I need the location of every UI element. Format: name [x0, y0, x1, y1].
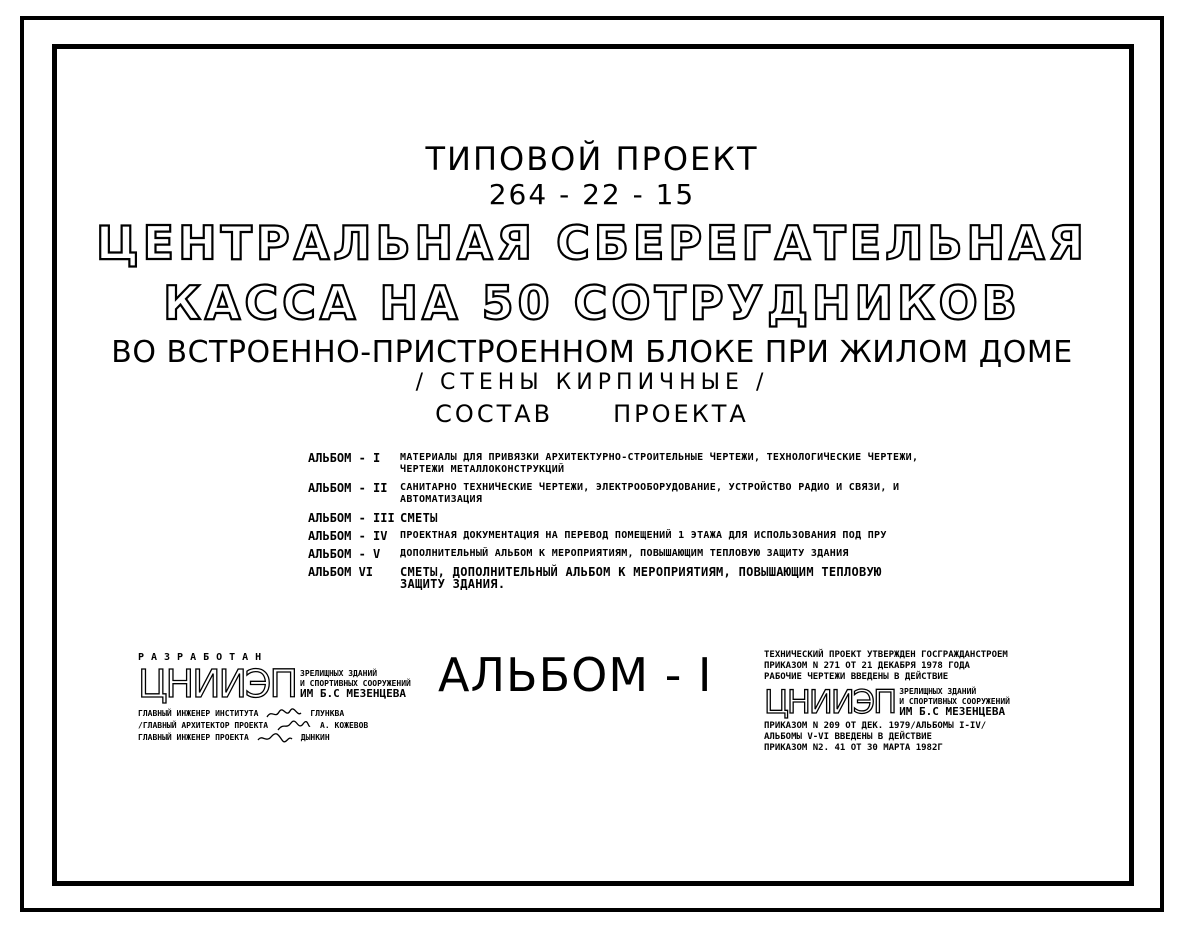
approval-line: ПРИКАЗОМ N 209 ОТ ДЕК. 1979/АЛЬБОМЫ I-IV/ [764, 721, 987, 731]
album-label: АЛЬБОМ - II [308, 481, 388, 495]
title-line-1: ЦЕНТРАЛЬНАЯ СБЕРЕГАТЕЛЬНАЯ [96, 216, 1088, 270]
album-row [308, 530, 928, 542]
org-details [300, 669, 411, 699]
developed-by-label: РАЗРАБОТАН [138, 652, 269, 663]
org-logo: ЦНИИЭП [764, 683, 896, 721]
composition-word-2: ПРОЕКТА [613, 400, 749, 428]
album-label: АЛЬБОМ - I [308, 451, 381, 465]
album-description: ПРОЕКТНАЯ ДОКУМЕНТАЦИЯ НА ПЕРЕВОД ПОМЕЩЕНИЙ 1 ЭТАЖА ДЛЯ ИСПОЛЬЗОВАНИЯ ПОД ПРУ [400, 530, 887, 541]
album-label: АЛЬБОМ VI [308, 565, 374, 579]
org-line: ИМ Б.С МЕЗЕНЦЕВА [899, 705, 1006, 718]
staff-name: ГЛУНКВА [310, 709, 345, 718]
album-row [308, 512, 928, 524]
album-label: АЛЬБОМ - IV [308, 529, 388, 543]
album-row [308, 566, 928, 590]
subtitle: ВО ВСТРОЕННО-ПРИСТРОЕННОМ БЛОКЕ ПРИ ЖИЛОМ ДОМЕ [111, 335, 1073, 370]
signature-icon [276, 720, 312, 732]
composition-heading [0, 400, 1184, 428]
project-type: ТИПОВОЙ ПРОЕКТ [425, 140, 759, 178]
title-line-2: КАССА НА 50 СОТРУДНИКОВ [163, 276, 1021, 330]
staff-list [138, 708, 438, 744]
developer-block [138, 652, 438, 744]
album-description: СМЕТЫ [400, 511, 438, 525]
staff-name: А. КОЖЕВОВ [320, 721, 369, 730]
album-row [308, 482, 928, 506]
composition-word-1: СОСТАВ [435, 400, 554, 428]
org-line: И СПОРТИВНЫХ СООРУЖЕНИЙ [899, 697, 1010, 706]
album-row [308, 452, 928, 476]
developer-org [138, 664, 438, 704]
staff-row [138, 708, 438, 720]
staff-role: ГЛАВНЫЙ ИНЖЕНЕР ИНСТИТУТА [138, 709, 259, 718]
staff-role: /ГЛАВНЫЙ АРХИТЕКТОР ПРОЕКТА [138, 721, 269, 730]
album-description: ДОПОЛНИТЕЛЬНЫЙ АЛЬБОМ К МЕРОПРИЯТИЯМ, ПОВЫШАЮЩИМ ТЕПЛОВУЮ ЗАЩИТУ ЗДАНИЯ [400, 548, 849, 559]
approval-line: РАБОЧИЕ ЧЕРТЕЖИ ВВЕДЕНЫ В ДЕЙСТВИЕ [764, 672, 949, 682]
staff-role: ГЛАВНЫЙ ИНЖЕНЕР ПРОЕКТА [138, 733, 249, 742]
approval-line: ТЕХНИЧЕСКИЙ ПРОЕКТ УТВЕРЖДЕН ГОСГРАЖДАНСТРОЕМ [764, 650, 1008, 660]
org-line: И СПОРТИВНЫХ СООРУЖЕНИЙ [300, 679, 411, 688]
org-line: ИМ Б.С МЕЗЕНЦЕВА [300, 687, 407, 700]
album-description: САНИТАРНО ТЕХНИЧЕСКИЕ ЧЕРТЕЖИ, ЭЛЕКТРООБОРУДОВАНИЕ, УСТРОЙСТВО РАДИО И СВЯЗИ, И АВТОМАТИЗАЦИЯ [400, 482, 900, 505]
album-label: АЛЬБОМ - III [308, 511, 395, 525]
org-details [899, 687, 1010, 717]
staff-row [138, 720, 438, 732]
walls-note: / СТЕНЫ КИРПИЧНЫЕ / [415, 370, 769, 395]
approval-line: ПРИКАЗОМ N2. 41 ОТ 30 МАРТА 1982Г [764, 743, 943, 753]
album-row [308, 548, 928, 560]
org-line: ЗРЕЛИЩНЫХ ЗДАНИЙ [300, 669, 378, 678]
org-line: ЗРЕЛИЩНЫХ ЗДАНИЙ [899, 687, 977, 696]
approval-org [764, 685, 1084, 719]
approval-line: АЛЬБОМЫ V-VI ВВЕДЕНЫ В ДЕЙСТВИЕ [764, 732, 932, 742]
album-title: АЛЬБОМ - I [438, 648, 713, 702]
album-label: АЛЬБОМ - V [308, 547, 381, 561]
project-number: 264 - 22 - 15 [488, 178, 696, 211]
album-description: СМЕТЫ, ДОПОЛНИТЕЛЬНЫЙ АЛЬБОМ К МЕРОПРИЯТИЯМ, ПОВЫШАЮЩИМ ТЕПЛОВУЮ ЗАЩИТУ ЗДАНИЯ. [400, 565, 882, 591]
staff-name: ДЫНКИН [300, 733, 330, 742]
approval-block [764, 650, 1084, 754]
approval-line: ПРИКАЗОМ N 271 ОТ 21 ДЕКАБРЯ 1978 ГОДА [764, 661, 970, 671]
org-logo: ЦНИИЭП [138, 662, 297, 706]
signature-icon [257, 732, 293, 744]
albums-list [308, 452, 928, 596]
album-description: МАТЕРИАЛЫ ДЛЯ ПРИВЯЗКИ АРХИТЕКТУРНО-СТРОИТЕЛЬНЫЕ ЧЕРТЕЖИ, ТЕХНОЛОГИЧЕСКИЕ ЧЕРТЕЖИ, ЧЕРТЕЖИ МЕТАЛЛОКОНСТРУКЦИЙ [400, 452, 919, 475]
staff-row [138, 732, 438, 744]
signature-icon [266, 708, 302, 720]
